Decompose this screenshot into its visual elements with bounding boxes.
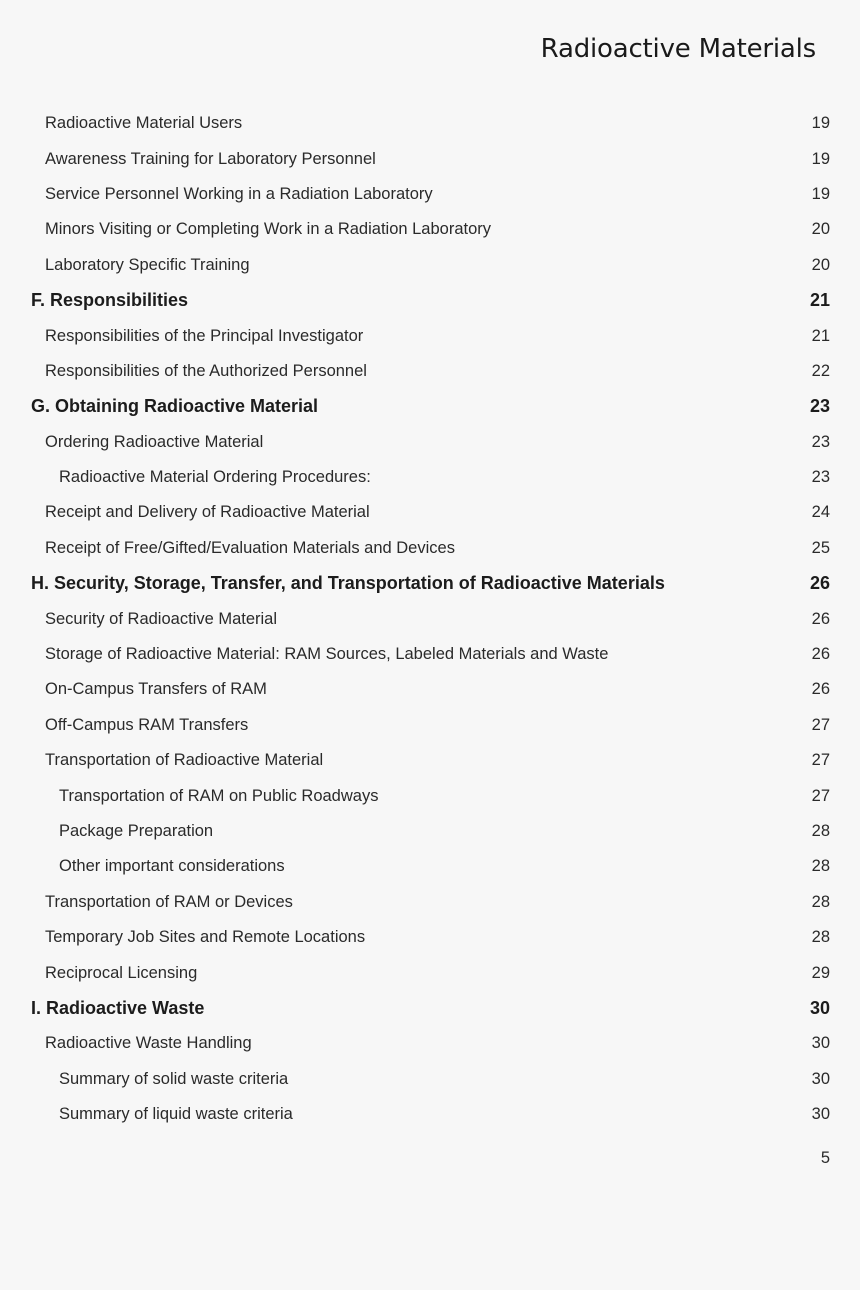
- toc-entry[interactable]: [0, 212, 860, 247]
- toc-entry-label: Package Preparation: [59, 822, 214, 840]
- toc-entry-label: Radioactive Waste Handling: [45, 1034, 252, 1053]
- toc-entry-label: Responsibilities of the Authorized Personnel: [45, 361, 367, 380]
- toc-entry-page-number: 28: [811, 857, 830, 876]
- toc-entry[interactable]: [0, 743, 860, 778]
- toc-entry-page-number: 30: [811, 1069, 830, 1088]
- toc-entry-page-number: 30: [809, 997, 830, 1018]
- toc-entry[interactable]: [0, 460, 860, 495]
- page-number: 5: [820, 1149, 830, 1167]
- toc-entry-label: Service Personnel Working in a Radiation Laboratory: [45, 184, 433, 203]
- toc-entry-label: Temporary Job Sites and Remote Locations: [45, 928, 366, 947]
- toc-entry-label: Summary of solid waste criteria: [59, 1069, 289, 1088]
- toc-entry-page-number: 27: [811, 786, 830, 805]
- toc-entry-page-number: 29: [811, 963, 830, 982]
- toc-entry[interactable]: [0, 814, 860, 849]
- toc-entry-page-number: 23: [811, 468, 830, 487]
- toc-entry-label: F. Responsibilities: [31, 290, 189, 311]
- toc-entry[interactable]: [0, 425, 860, 460]
- toc-entry-page-number: 28: [811, 822, 830, 840]
- toc-entry[interactable]: [0, 318, 860, 353]
- toc-entry[interactable]: [0, 885, 860, 920]
- toc-entry-page-number: 19: [811, 114, 830, 133]
- toc-entry-page-number: 20: [811, 255, 830, 274]
- toc-entry-label: G. Obtaining Radioactive Material: [31, 396, 319, 417]
- toc-entry-page-number: 26: [809, 573, 830, 594]
- toc-entry-label: Off-Campus RAM Transfers: [45, 715, 249, 734]
- toc-entry-page-number: 23: [811, 432, 830, 451]
- toc-entry[interactable]: [0, 672, 860, 707]
- toc-entry[interactable]: [0, 601, 860, 636]
- toc-entry-label: Security of Radioactive Material: [45, 609, 278, 628]
- toc-entry-label: Transportation of Radioactive Material: [45, 751, 324, 770]
- toc-entry[interactable]: [0, 1097, 860, 1132]
- toc-entry-label: Receipt and Delivery of Radioactive Material: [45, 503, 370, 522]
- toc-entry-page-number: 30: [811, 1105, 830, 1124]
- toc-entry-label: I. Radioactive Waste: [31, 997, 205, 1018]
- toc-entry-label: Laboratory Specific Training: [45, 255, 250, 274]
- toc-entry[interactable]: [0, 531, 860, 566]
- table-of-contents: [0, 106, 860, 1132]
- toc-entry-label: Radioactive Material Ordering Procedures:: [59, 468, 371, 487]
- toc-entry-label: Storage of Radioactive Material: RAM Sources, Labeled Materials and Waste: [45, 645, 609, 664]
- toc-entry-page-number: 26: [811, 609, 830, 628]
- toc-entry-label: H. Security, Storage, Transfer, and Transportation of Radioactive Materials: [31, 573, 665, 594]
- toc-section-entry[interactable]: [0, 283, 860, 318]
- toc-entry-page-number: 24: [811, 503, 830, 522]
- toc-entry[interactable]: [0, 354, 860, 389]
- toc-entry-label: Other important considerations: [59, 857, 285, 876]
- toc-entry-page-number: 19: [811, 149, 830, 168]
- toc-entry[interactable]: [0, 1026, 860, 1061]
- toc-section-entry[interactable]: [0, 991, 860, 1026]
- toc-entry-page-number: 23: [809, 396, 830, 417]
- toc-entry-page-number: 22: [811, 361, 830, 380]
- toc-entry-page-number: 21: [811, 326, 830, 345]
- toc-entry-label: Transportation of RAM or Devices: [45, 892, 293, 911]
- toc-entry-label: Awareness Training for Laboratory Personnel: [45, 149, 376, 168]
- toc-entry[interactable]: [0, 708, 860, 743]
- toc-entry-page-number: 30: [811, 1034, 830, 1053]
- toc-entry-label: Responsibilities of the Principal Investigator: [45, 326, 364, 345]
- toc-entry[interactable]: [0, 1062, 860, 1097]
- toc-entry-label: Summary of liquid waste criteria: [59, 1105, 293, 1124]
- toc-entry-label: Transportation of RAM on Public Roadways: [59, 786, 379, 805]
- toc-entry[interactable]: [0, 141, 860, 176]
- toc-entry[interactable]: [0, 637, 860, 672]
- toc-entry-page-number: 27: [811, 715, 830, 734]
- toc-entry[interactable]: [0, 955, 860, 990]
- toc-entry[interactable]: [0, 248, 860, 283]
- toc-entry[interactable]: [0, 177, 860, 212]
- toc-entry-page-number: 26: [811, 645, 830, 664]
- page-header-title: Radioactive Materials: [540, 34, 816, 64]
- toc-entry-label: Reciprocal Licensing: [45, 963, 198, 982]
- toc-entry-page-number: 26: [811, 680, 830, 699]
- toc-entry-label: Receipt of Free/Gifted/Evaluation Materials and Devices: [45, 538, 455, 557]
- toc-entry[interactable]: [0, 778, 860, 813]
- toc-entry-page-number: 28: [811, 892, 830, 911]
- toc-section-entry[interactable]: [0, 389, 860, 424]
- toc-entry-page-number: 28: [811, 928, 830, 947]
- toc-section-entry[interactable]: [0, 566, 860, 601]
- toc-entry[interactable]: [0, 106, 860, 141]
- toc-entry-label: Radioactive Material Users: [45, 114, 243, 133]
- toc-entry-page-number: 27: [811, 751, 830, 770]
- toc-entry-label: Ordering Radioactive Material: [45, 432, 264, 451]
- toc-entry-label: On-Campus Transfers of RAM: [45, 680, 267, 699]
- toc-entry-page-number: 25: [811, 538, 830, 557]
- toc-entry-page-number: 21: [809, 290, 830, 311]
- toc-entry[interactable]: [0, 920, 860, 955]
- toc-entry[interactable]: [0, 849, 860, 884]
- toc-entry-page-number: 20: [811, 220, 830, 239]
- toc-entry-label: Minors Visiting or Completing Work in a Radiation Laboratory: [45, 220, 492, 239]
- toc-entry[interactable]: [0, 495, 860, 530]
- toc-entry-page-number: 19: [811, 184, 830, 203]
